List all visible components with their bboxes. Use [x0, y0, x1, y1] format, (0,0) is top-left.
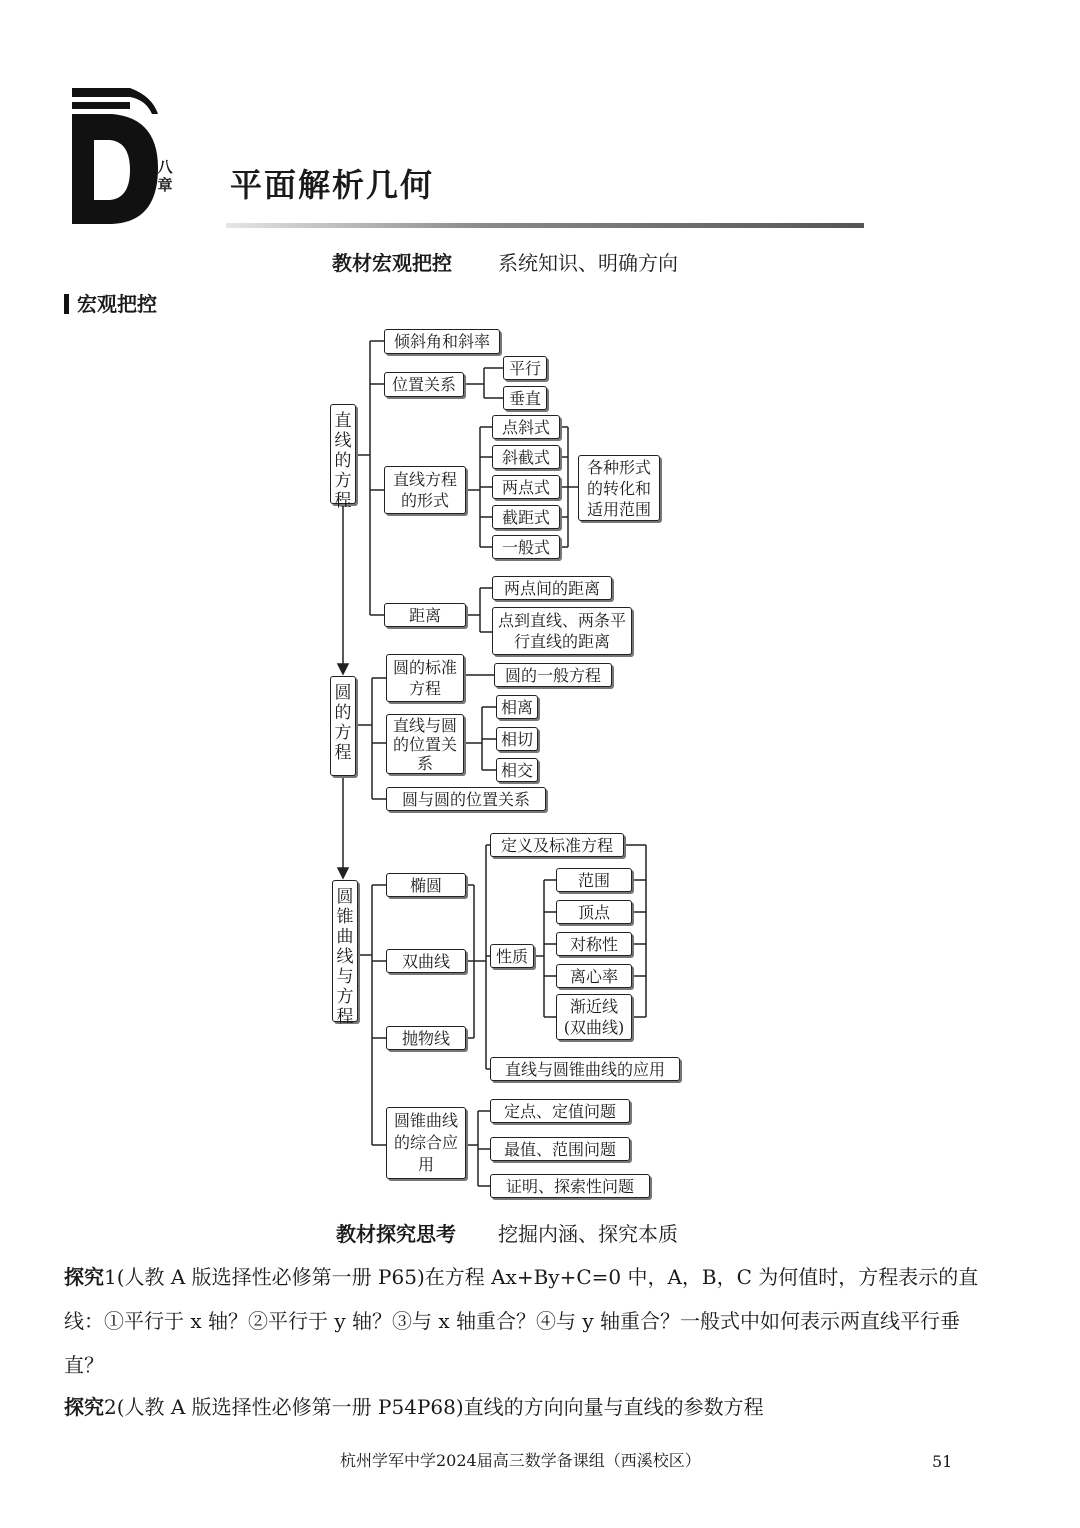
node-properties: 性质: [490, 944, 534, 968]
explore-1-label: 探究: [64, 1265, 104, 1289]
node-line-circle: 直线与圆的位置关系: [386, 714, 464, 774]
node-conic-equation: [332, 880, 358, 1027]
node-range: 范围: [556, 868, 632, 892]
node-perpendicular: 垂直: [503, 386, 547, 410]
node-label: 圆 的 方 程: [334, 683, 352, 763]
node-two-point: 两点式: [492, 475, 560, 499]
chapter-title: 平面解析几何: [230, 166, 435, 204]
node-symmetry: 对称性: [556, 932, 632, 956]
node-circle-standard: 圆的标准方程: [386, 654, 464, 702]
explore-2: [64, 1385, 994, 1429]
chapter-number: 八章: [157, 158, 173, 194]
node-asymptote: 渐近线(双曲线): [556, 994, 632, 1040]
node-intercept: 截距式: [492, 505, 560, 529]
node-position: 位置关系: [384, 372, 464, 397]
node-definition: 定义及标准方程: [490, 833, 624, 857]
node-point-line-distance: 点到直线、两条平行直线的距离: [492, 607, 632, 655]
node-hyperbola: 双曲线: [386, 949, 466, 973]
macro-heading-label: 宏观把控: [77, 292, 157, 316]
node-circle-circle: 圆与圆的位置关系: [386, 787, 546, 811]
page-number: 51: [932, 1452, 953, 1471]
node-label: 圆 锥 曲 线 与 方 程: [336, 887, 354, 1027]
node-application: 直线与圆锥曲线的应用: [490, 1057, 680, 1081]
footer-text: 杭州学军中学2024届高三数学备课组（西溪校区）: [340, 1451, 701, 1470]
node-conversion: 各种形式的转化和适用范围: [578, 455, 660, 521]
section-heading-2: [336, 1218, 678, 1247]
section-heading-2-main: 教材探究思考: [336, 1222, 456, 1246]
node-vertex: 顶点: [556, 900, 632, 924]
node-label: 直 线 的 方 程: [334, 411, 352, 511]
node-comprehensive: 圆锥曲线的综合应用: [386, 1107, 466, 1179]
section-heading-1-sub: 系统知识、明确方向: [498, 251, 678, 275]
node-slope-intercept: 斜截式: [492, 445, 560, 469]
section-heading-2-sub: 挖掘内涵、探究本质: [498, 1222, 678, 1246]
node-intersect: 相交: [496, 758, 538, 782]
node-extremum: 最值、范围问题: [490, 1137, 630, 1161]
node-ellipse: 椭圆: [386, 873, 466, 897]
node-parabola: 抛物线: [386, 1026, 466, 1050]
node-fixed-point: 定点、定值问题: [490, 1099, 630, 1123]
node-distance: 距离: [384, 603, 466, 627]
explore-2-text: 2(人教 A 版选择性必修第一册 P54P68)直线的方向向量与直线的参数方程: [104, 1395, 764, 1419]
section-heading-1-main: 教材宏观把控: [332, 251, 452, 275]
explore-1: [64, 1255, 994, 1387]
node-slope: 倾斜角和斜率: [384, 329, 500, 354]
node-proof: 证明、探索性问题: [490, 1174, 650, 1198]
node-line-forms: 直线方程的形式: [384, 466, 466, 514]
node-circle-equation: [330, 676, 356, 776]
node-two-points-distance: 两点间的距离: [492, 576, 612, 600]
explore-1-text: 1(人教 A 版选择性必修第一册 P65)在方程 Ax+By+C=0 中，A，B，C 为何值时，方程表示的直线：①平行于 x 轴？②平行于 y 轴？③与 x 轴重合？④与 y 轴重合？一般式中如何表示两直线平行垂直？: [64, 1265, 979, 1377]
node-general-form: 一般式: [492, 535, 560, 559]
node-eccentricity: 离心率: [556, 964, 632, 988]
node-tangent: 相切: [496, 727, 538, 751]
node-line-equation: [330, 404, 356, 511]
node-parallel: 平行: [503, 356, 547, 380]
explore-2-label: 探究: [64, 1395, 104, 1419]
node-circle-general: 圆的一般方程: [494, 663, 612, 687]
node-point-slope: 点斜式: [492, 415, 560, 439]
node-separate: 相离: [496, 695, 538, 719]
